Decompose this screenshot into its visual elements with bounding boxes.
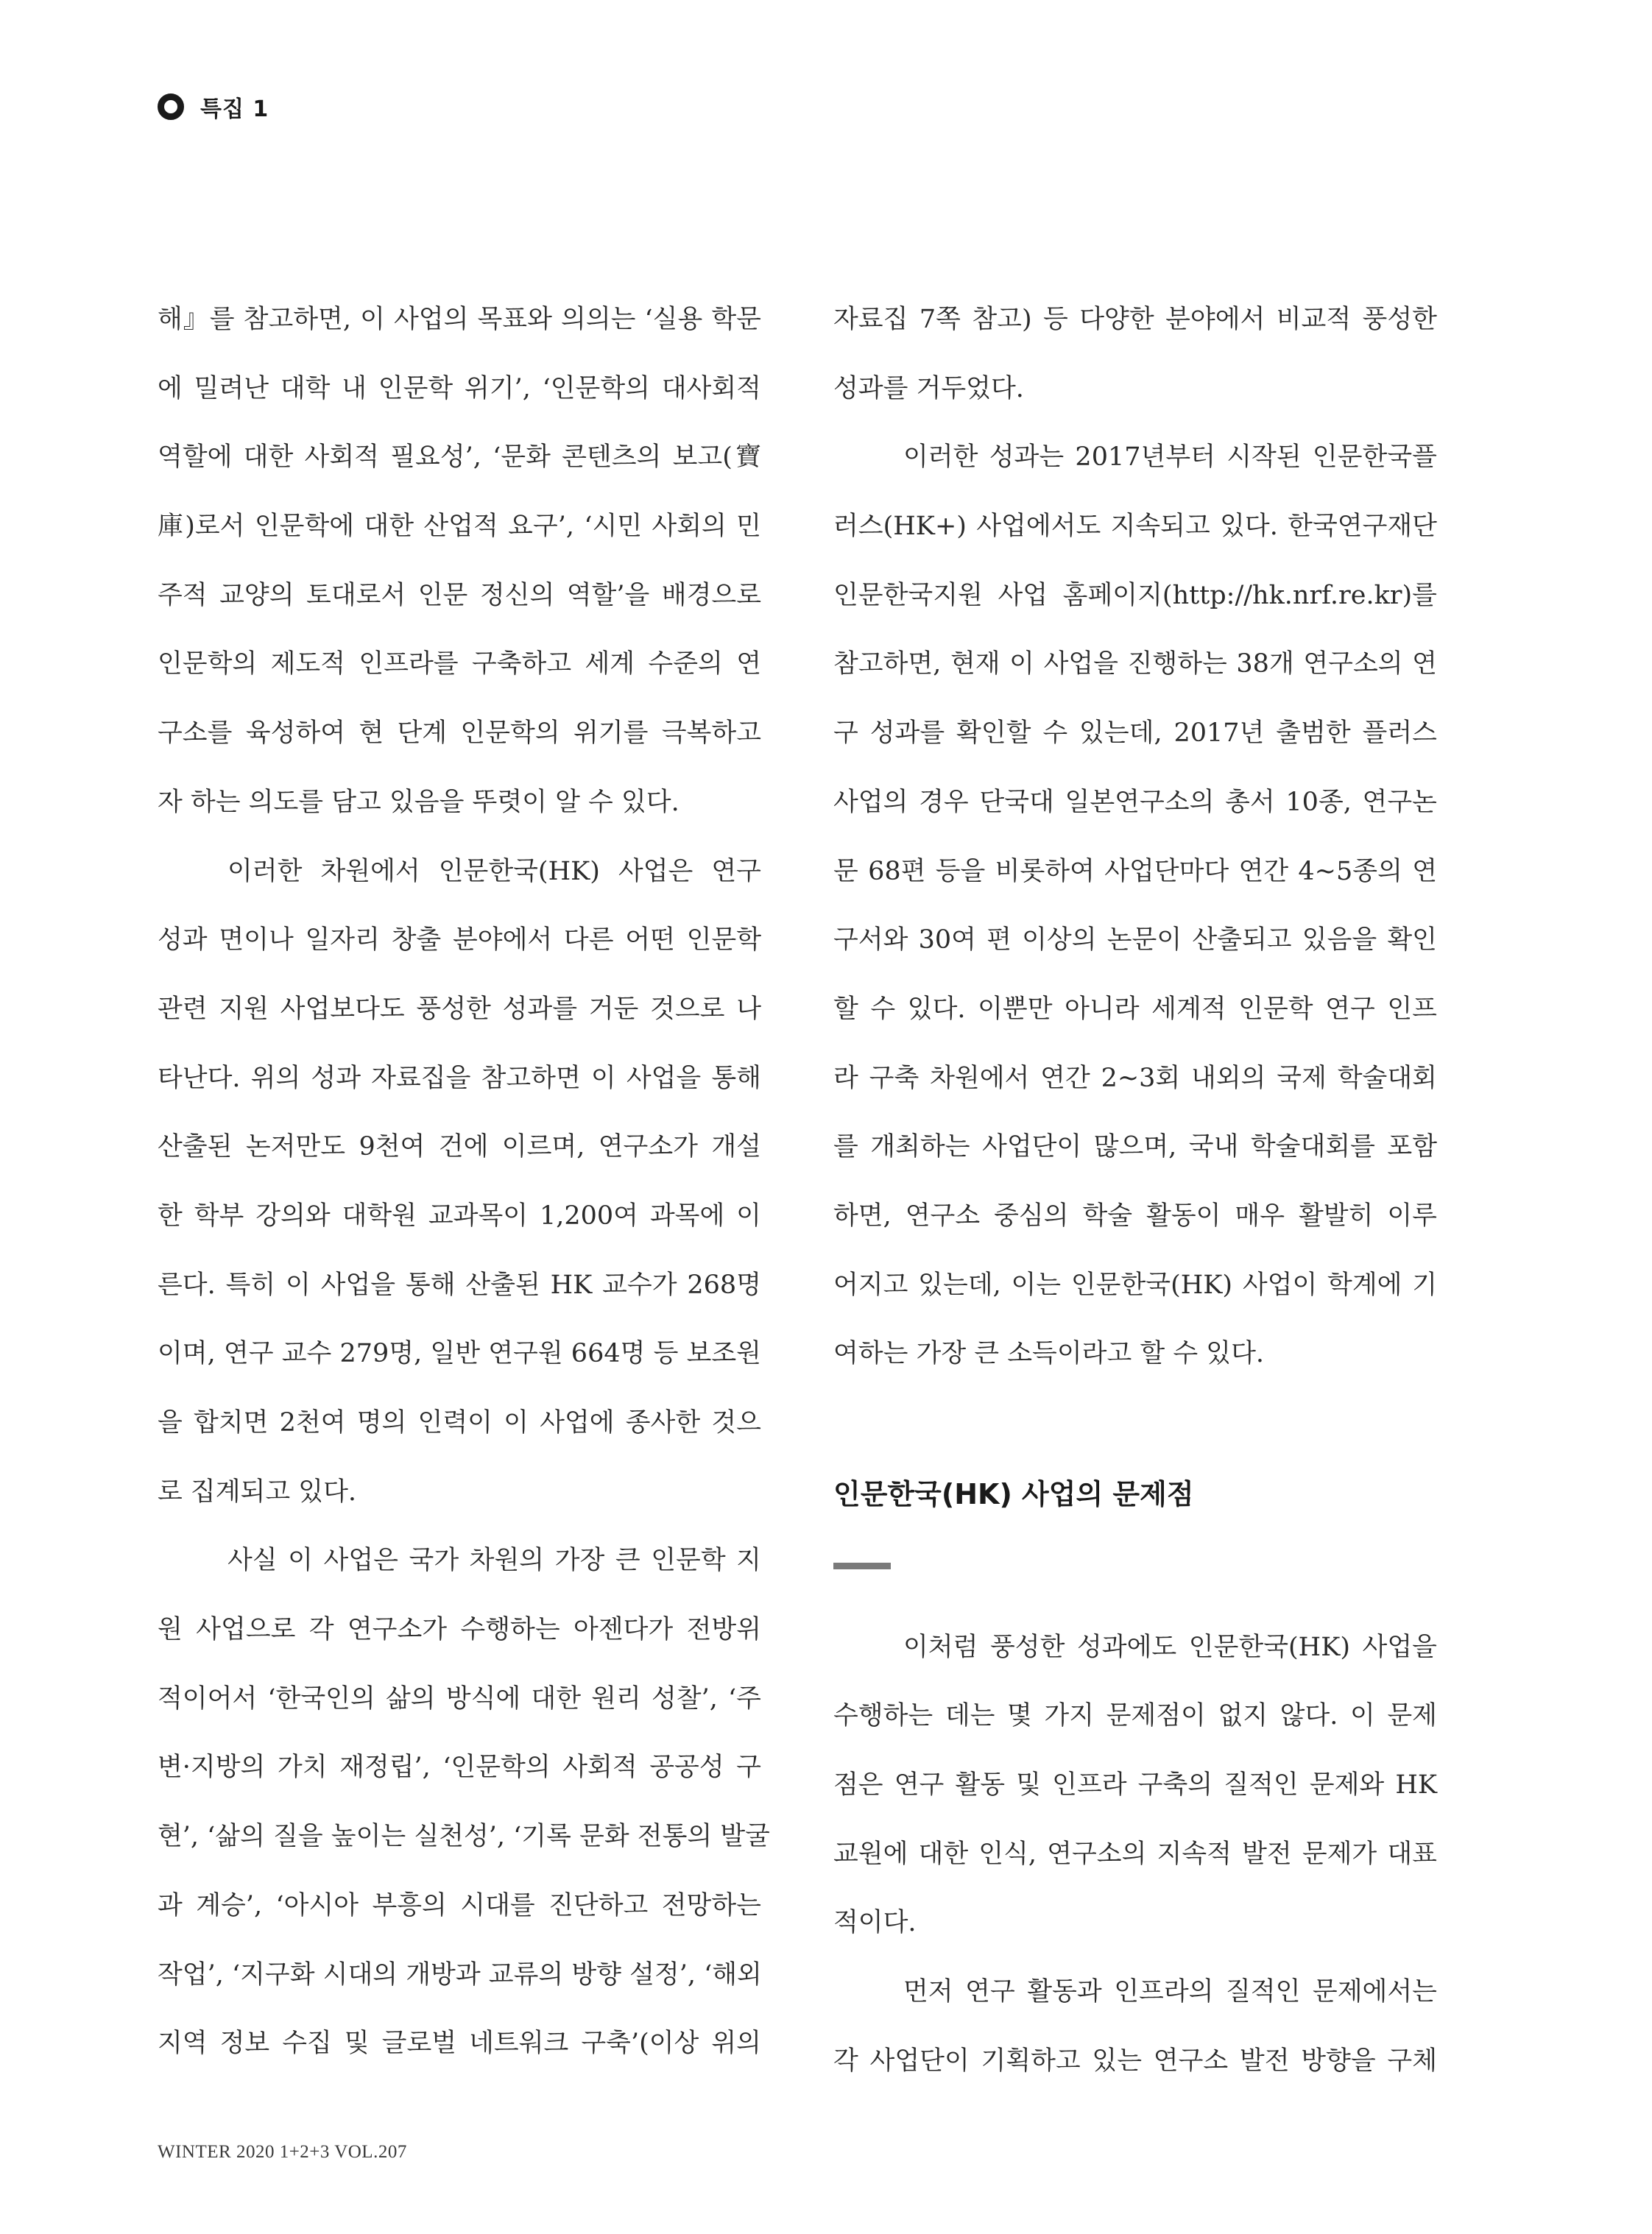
section-heading: 인문한국(HK) 사업의 문제점 bbox=[833, 1477, 1194, 1510]
text-line: 과 계승’, ‘아시아 부흥의 시대를 진단하고 전망하는 bbox=[158, 1890, 761, 1920]
text-line: 문 68편 등을 비롯하여 사업단마다 연간 4~5종의 연 bbox=[833, 856, 1437, 886]
section-label: 특집 1 bbox=[200, 96, 269, 122]
text-line: 에 밀려난 대학 내 인문학 위기’, ‘인문학의 대사회적 bbox=[158, 373, 761, 403]
text-line: 이러한 차원에서 인문한국(HK) 사업은 연구 bbox=[227, 856, 761, 886]
text-line: 라 구축 차원에서 연간 2~3회 내외의 국제 학술대회 bbox=[833, 1063, 1437, 1093]
text-line: 관련 지원 사업보다도 풍성한 성과를 거둔 것으로 나 bbox=[158, 994, 761, 1024]
heading-underline bbox=[833, 1563, 891, 1569]
text-line: 여하는 가장 큰 소득이라고 할 수 있다. bbox=[833, 1339, 1265, 1369]
text-line: 작업’, ‘지구화 시대의 개방과 교류의 방향 설정’, ‘해외 bbox=[158, 1959, 762, 1990]
text-line: 어지고 있는데, 이는 인문한국(HK) 사업이 학계에 기 bbox=[833, 1270, 1437, 1300]
text-line: 원 사업으로 각 연구소가 수행하는 아젠다가 전방위 bbox=[158, 1615, 761, 1645]
text-line: 러스(HK+) 사업에서도 지속되고 있다. 한국연구재단 bbox=[833, 512, 1437, 542]
text-line: 할 수 있다. 이뿐만 아니라 세계적 인문학 연구 인프 bbox=[833, 994, 1437, 1024]
text-line: 한 학부 강의와 대학원 교과목이 1,200여 과목에 이 bbox=[158, 1201, 761, 1231]
text-line: 구소를 육성하여 현 단계 인문학의 위기를 극복하고 bbox=[158, 718, 761, 749]
text-line: 성과 면이나 일자리 창출 분야에서 다른 어떤 인문학 bbox=[158, 925, 761, 955]
text-line: 사실 이 사업은 국가 차원의 가장 큰 인문학 지 bbox=[227, 1546, 761, 1576]
text-line: 점은 연구 활동 및 인프라 구축의 질적인 문제와 HK bbox=[833, 1770, 1437, 1800]
text-line: 성과를 거두었다. bbox=[833, 373, 1024, 403]
text-line: 이며, 연구 교수 279명, 일반 연구원 664명 등 보조원 bbox=[158, 1339, 761, 1369]
text-line: 적이어서 ‘한국인의 삶의 방식에 대한 원리 성찰’, ‘주 bbox=[158, 1683, 761, 1714]
left-column bbox=[158, 293, 770, 2086]
text-line: 각 사업단이 기획하고 있는 연구소 발전 방향을 구체 bbox=[833, 2046, 1437, 2076]
text-line: 주적 교양의 토대로서 인문 정신의 역할’을 배경으로 bbox=[158, 580, 761, 610]
text-line: 수행하는 데는 몇 가지 문제점이 없지 않다. 이 문제 bbox=[833, 1701, 1437, 1731]
text-line: 구 성과를 확인할 수 있는데, 2017년 출범한 플러스 bbox=[833, 718, 1437, 749]
text-line: 을 합치면 2천여 명의 인력이 이 사업에 종사한 것으 bbox=[158, 1408, 761, 1438]
text-line: 인문학의 제도적 인프라를 구축하고 세계 수준의 연 bbox=[158, 649, 761, 679]
section-header bbox=[158, 90, 269, 124]
text-line: 자료집 7쪽 참고) 등 다양한 분야에서 비교적 풍성한 bbox=[833, 305, 1437, 334]
text-line: 인문한국지원 사업 홈페이지(http://hk.nrf.re.kr)를 bbox=[833, 580, 1437, 610]
text-line: 참고하면, 현재 이 사업을 진행하는 38개 연구소의 연 bbox=[833, 649, 1437, 679]
text-line: 산출된 논저만도 9천여 건에 이르며, 연구소가 개설 bbox=[158, 1132, 761, 1162]
text-line: 현’, ‘삶의 질을 높이는 실천성’, ‘기록 문화 전통의 발굴 bbox=[158, 1822, 770, 1852]
page-footer: WINTER 2020 1+2+3 VOL.207 bbox=[158, 2142, 407, 2162]
text-line: 지역 정보 수집 및 글로벌 네트워크 구축’(이상 위의 bbox=[158, 2029, 761, 2059]
text-line: 변·지방의 가치 재정립’, ‘인문학의 사회적 공공성 구 bbox=[158, 1753, 761, 1783]
text-line: 하면, 연구소 중심의 학술 활동이 매우 활발히 이루 bbox=[833, 1201, 1437, 1231]
text-line: 이러한 성과는 2017년부터 시작된 인문한국플 bbox=[903, 442, 1437, 473]
text-line: 먼저 연구 활동과 인프라의 질적인 문제에서는 bbox=[903, 1977, 1437, 2007]
text-line: 이처럼 풍성한 성과에도 인문한국(HK) 사업을 bbox=[903, 1632, 1437, 1662]
text-line: 庫)로서 인문학에 대한 산업적 요구’, ‘시민 사회의 민 bbox=[158, 512, 761, 542]
text-line: 사업의 경우 단국대 일본연구소의 총서 10종, 연구논 bbox=[833, 787, 1437, 817]
right-column bbox=[833, 293, 1437, 2104]
text-line: 구서와 30여 편 이상의 논문이 산출되고 있음을 확인 bbox=[833, 925, 1437, 955]
text-line: 자 하는 의도를 담고 있음을 뚜렷이 알 수 있다. bbox=[158, 787, 679, 817]
text-line: 를 개최하는 사업단이 많으며, 국내 학술대회를 포함 bbox=[833, 1132, 1437, 1162]
text-line: 해』를 참고하면, 이 사업의 목표와 의의는 ‘실용 학문 bbox=[158, 305, 761, 334]
text-line: 로 집계되고 있다. bbox=[158, 1477, 357, 1507]
text-line: 교원에 대한 인식, 연구소의 지속적 발전 문제가 대표 bbox=[833, 1839, 1437, 1869]
text-line: 역할에 대한 사회적 필요성’, ‘문화 콘텐츠의 보고(寶 bbox=[158, 442, 761, 473]
spacer bbox=[833, 1396, 1437, 1466]
text-line: 적이다. bbox=[833, 1908, 917, 1938]
text-line: 타난다. 위의 성과 자료집을 참고하면 이 사업을 통해 bbox=[158, 1063, 761, 1093]
text-line: 른다. 특히 이 사업을 통해 산출된 HK 교수가 268명 bbox=[158, 1270, 761, 1300]
circle-bullet-icon bbox=[158, 93, 184, 120]
